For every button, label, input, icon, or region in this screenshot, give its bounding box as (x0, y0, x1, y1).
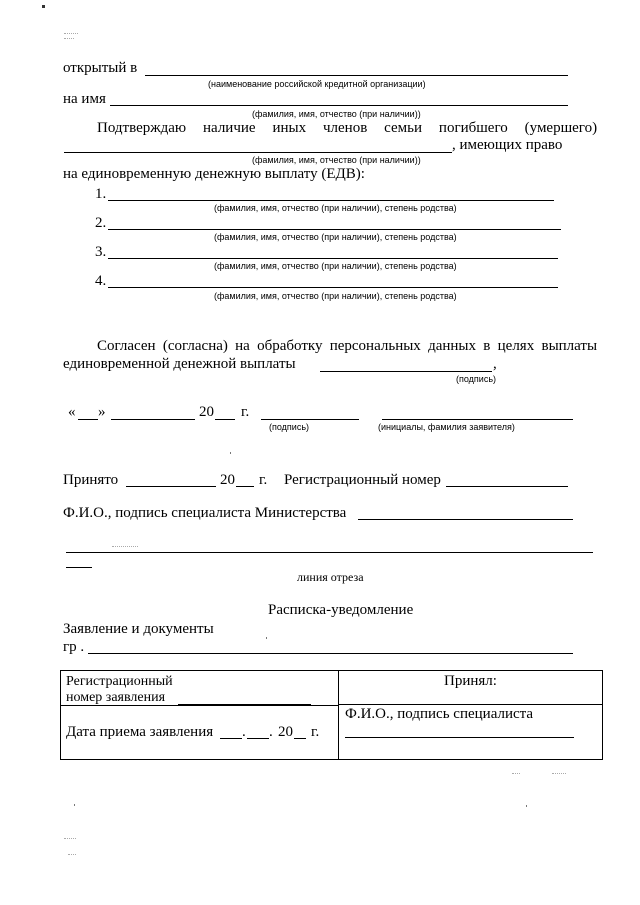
receipt-table-row-divider-right (338, 704, 603, 705)
consent-word: в (483, 338, 491, 354)
applicant-signature-line[interactable] (261, 419, 359, 420)
member-2-line[interactable] (108, 229, 561, 230)
receipt-date-year: 20 (278, 724, 293, 740)
specialist-label: Ф.И.О., подпись специалиста Министерства (63, 505, 347, 521)
scan-speck (64, 838, 76, 839)
citizen-label: гр . (63, 639, 85, 655)
date-open-quote: « (68, 404, 76, 420)
cut-line-label: линия отреза (297, 570, 364, 584)
date-year-suffix: г. (241, 404, 250, 420)
edv-label: на единовременную денежную выплату (ЕДВ): (63, 166, 365, 182)
consent-word: целях (497, 338, 535, 354)
scan-speck (512, 773, 520, 774)
accepted-year-prefix: 20 (220, 472, 235, 488)
receipt-date-month-line[interactable] (247, 738, 269, 739)
date-close-quote: » (98, 404, 106, 420)
scan-speck (74, 804, 75, 806)
accepted-date-line[interactable] (126, 486, 216, 487)
scan-speck (266, 637, 267, 639)
consent-word: Согласен (97, 338, 156, 354)
bank-name-line[interactable] (145, 75, 568, 76)
scan-speck (526, 805, 527, 807)
receipt-date-dot-1: . (242, 724, 246, 740)
specialist-signature-cell-line[interactable] (345, 737, 574, 738)
cut-line-short (66, 567, 92, 568)
member-3-caption: (фамилия, имя, отчество (при наличии), степень родства) (214, 261, 457, 271)
reg-number-cell-label-1: Регистрационный (66, 674, 173, 689)
name-label: на имя (63, 91, 106, 107)
reg-number-label: Регистрационный номер (284, 472, 441, 488)
confirm-word: иных (272, 120, 307, 136)
consent-word: выплаты (541, 338, 598, 354)
confirm-word: наличие (203, 120, 256, 136)
bank-name-caption: (наименование российской кредитной организации) (208, 79, 426, 89)
receipt-date-dot-2: . (269, 724, 273, 740)
consent-word: персональных (329, 338, 421, 354)
member-4-number: 4. (95, 273, 107, 289)
consent-word: на (235, 338, 250, 354)
accepted-year-line[interactable] (236, 486, 254, 487)
receipt-title: Расписка-уведомление (268, 602, 414, 618)
member-2-number: 2. (95, 215, 107, 231)
member-1-number: 1. (95, 186, 107, 202)
confirm-word: погибшего (438, 120, 508, 136)
specialist-signature-line[interactable] (358, 519, 573, 520)
accepted-year-suffix: г. (259, 472, 268, 488)
member-2-caption: (фамилия, имя, отчество (при наличии), степень родства) (214, 232, 457, 242)
applicant-initials-line[interactable] (382, 419, 573, 420)
opened-in-label: открытый в (63, 60, 138, 76)
receipt-date-g: г. (311, 724, 320, 740)
consent-text (97, 338, 597, 355)
accepted-label: Принято (63, 472, 119, 488)
specialist-signature-cell-label: Ф.И.О., подпись специалиста (345, 706, 534, 722)
receipt-date-label: Дата приема заявления (66, 724, 214, 740)
applicant-signature-caption: (подпись) (269, 422, 310, 432)
scan-speck (230, 452, 231, 454)
consent-signature-line[interactable] (320, 371, 492, 372)
citizen-name-line[interactable] (88, 653, 573, 654)
consent-word: данных (428, 338, 477, 354)
confirm-word: (умершего) (524, 120, 598, 136)
reg-number-line[interactable] (446, 486, 568, 487)
date-month-line[interactable] (111, 419, 195, 420)
applicant-name-line[interactable] (110, 105, 568, 106)
member-1-line[interactable] (108, 200, 554, 201)
scan-speck (42, 5, 45, 8)
member-4-caption: (фамилия, имя, отчество (при наличии), степень родства) (214, 291, 457, 301)
consent-signature-caption: (подпись) (456, 374, 497, 384)
scan-speck (552, 773, 566, 774)
receipt-date-day-line[interactable] (220, 738, 242, 739)
consent-comma: , (493, 356, 497, 372)
confirm-word: семьи (384, 120, 423, 136)
deceased-fio-caption: (фамилия, имя, отчество (при наличии)) (252, 155, 421, 165)
deceased-name-line[interactable] (64, 152, 452, 153)
date-year-prefix: 20 (199, 404, 214, 420)
member-3-line[interactable] (108, 258, 558, 259)
applicant-initials-caption: (инициалы, фамилия заявителя) (378, 422, 515, 432)
consent-word: (согласна) (162, 338, 228, 354)
date-year-line[interactable] (215, 419, 235, 420)
member-3-number: 3. (95, 244, 107, 260)
member-4-line[interactable] (108, 287, 558, 288)
consent-text-line2: единовременной денежной выплаты (63, 356, 296, 372)
applicant-fio-caption: (фамилия, имя, отчество (при наличии)) (252, 109, 421, 119)
receipt-table-divider (338, 670, 339, 760)
member-1-caption: (фамилия, имя, отчество (при наличии), степень родства) (214, 203, 457, 213)
having-right-text: , имеющих право (452, 137, 563, 153)
scan-speck (64, 38, 74, 39)
scan-speck (64, 33, 78, 34)
consent-word: обработку (257, 338, 323, 354)
scan-speck (112, 546, 138, 547)
scan-speck (68, 854, 76, 855)
receipt-date-year-line[interactable] (294, 738, 306, 739)
statement-docs-label: Заявление и документы (63, 621, 214, 637)
cut-line (66, 552, 593, 553)
reg-number-cell-label-2: номер заявления (66, 690, 166, 705)
accepted-header: Принял: (444, 673, 497, 689)
confirm-family-text (97, 120, 597, 137)
reg-number-cell-line[interactable] (178, 704, 311, 705)
confirm-word: членов (322, 120, 368, 136)
date-day-line[interactable] (78, 419, 98, 420)
confirm-word: Подтверждаю (97, 120, 187, 136)
